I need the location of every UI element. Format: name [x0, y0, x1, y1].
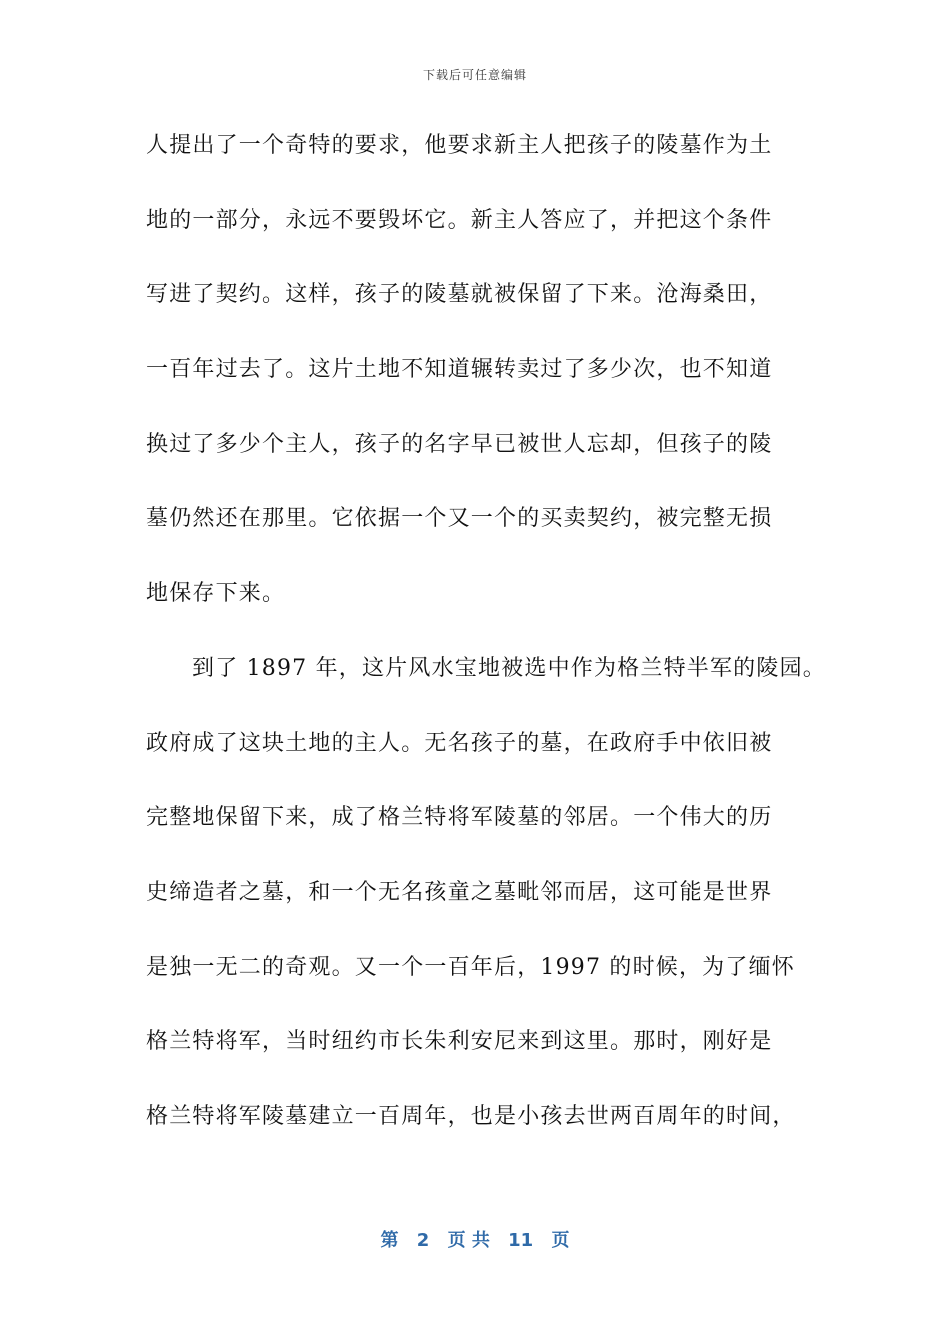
text-line: 是独一无二的奇观。又一个一百年后，1997 的时候，为了缅怀	[146, 954, 795, 980]
text-line: 换过了多少个主人，孩子的名字早已被世人忘却，但孩子的陵	[146, 431, 773, 457]
text-line: 一百年过去了。这片土地不知道辗转卖过了多少次，也不知道	[146, 357, 773, 383]
page-header: 下载后可任意编辑	[422, 68, 527, 82]
text-line: 到了 1897 年，这片风水宝地被选中作为格兰特半军的陵园。	[192, 655, 826, 681]
footer-middle: 页 共	[447, 1230, 490, 1251]
text-line: 史缔造者之墓，和一个无名孩童之墓毗邻而居，这可能是世界	[146, 879, 773, 905]
paragraph-1	[146, 124, 826, 647]
text-line: 墓仍然还在那里。它依据一个又一个的买卖契约，被完整无损	[146, 506, 773, 532]
paragraph-2	[146, 647, 826, 1170]
text-line: 格兰特将军，当时纽约市长朱利安尼来到这里。那时，刚好是	[146, 1029, 773, 1055]
footer-prefix: 第	[380, 1230, 399, 1251]
text-line: 人提出了一个奇特的要求，他要求新主人把孩子的陵墓作为土	[146, 133, 773, 158]
text-line: 地保存下来。	[146, 581, 286, 607]
text-line: 完整地保留下来，成了格兰特将军陵墓的邻居。一个伟大的历	[146, 805, 773, 831]
footer-suffix: 页	[551, 1230, 570, 1251]
page-footer	[0, 1226, 950, 1252]
text-line: 政府成了这块土地的主人。无名孩子的墓，在政府手中依旧被	[146, 730, 773, 756]
text-line: 写进了契约。这样，孩子的陵墓就被保留了下来。沧海桑田，	[146, 282, 773, 308]
text-line: 地的一部分，永远不要毁坏它。新主人答应了，并把这个条件	[146, 207, 773, 233]
document-body	[146, 124, 826, 1170]
footer-current-page: 2	[416, 1230, 430, 1251]
footer-total-pages: 11	[508, 1230, 534, 1251]
text-line: 格兰特将军陵墓建立一百周年，也是小孩去世两百周年的时间，	[146, 1103, 796, 1129]
